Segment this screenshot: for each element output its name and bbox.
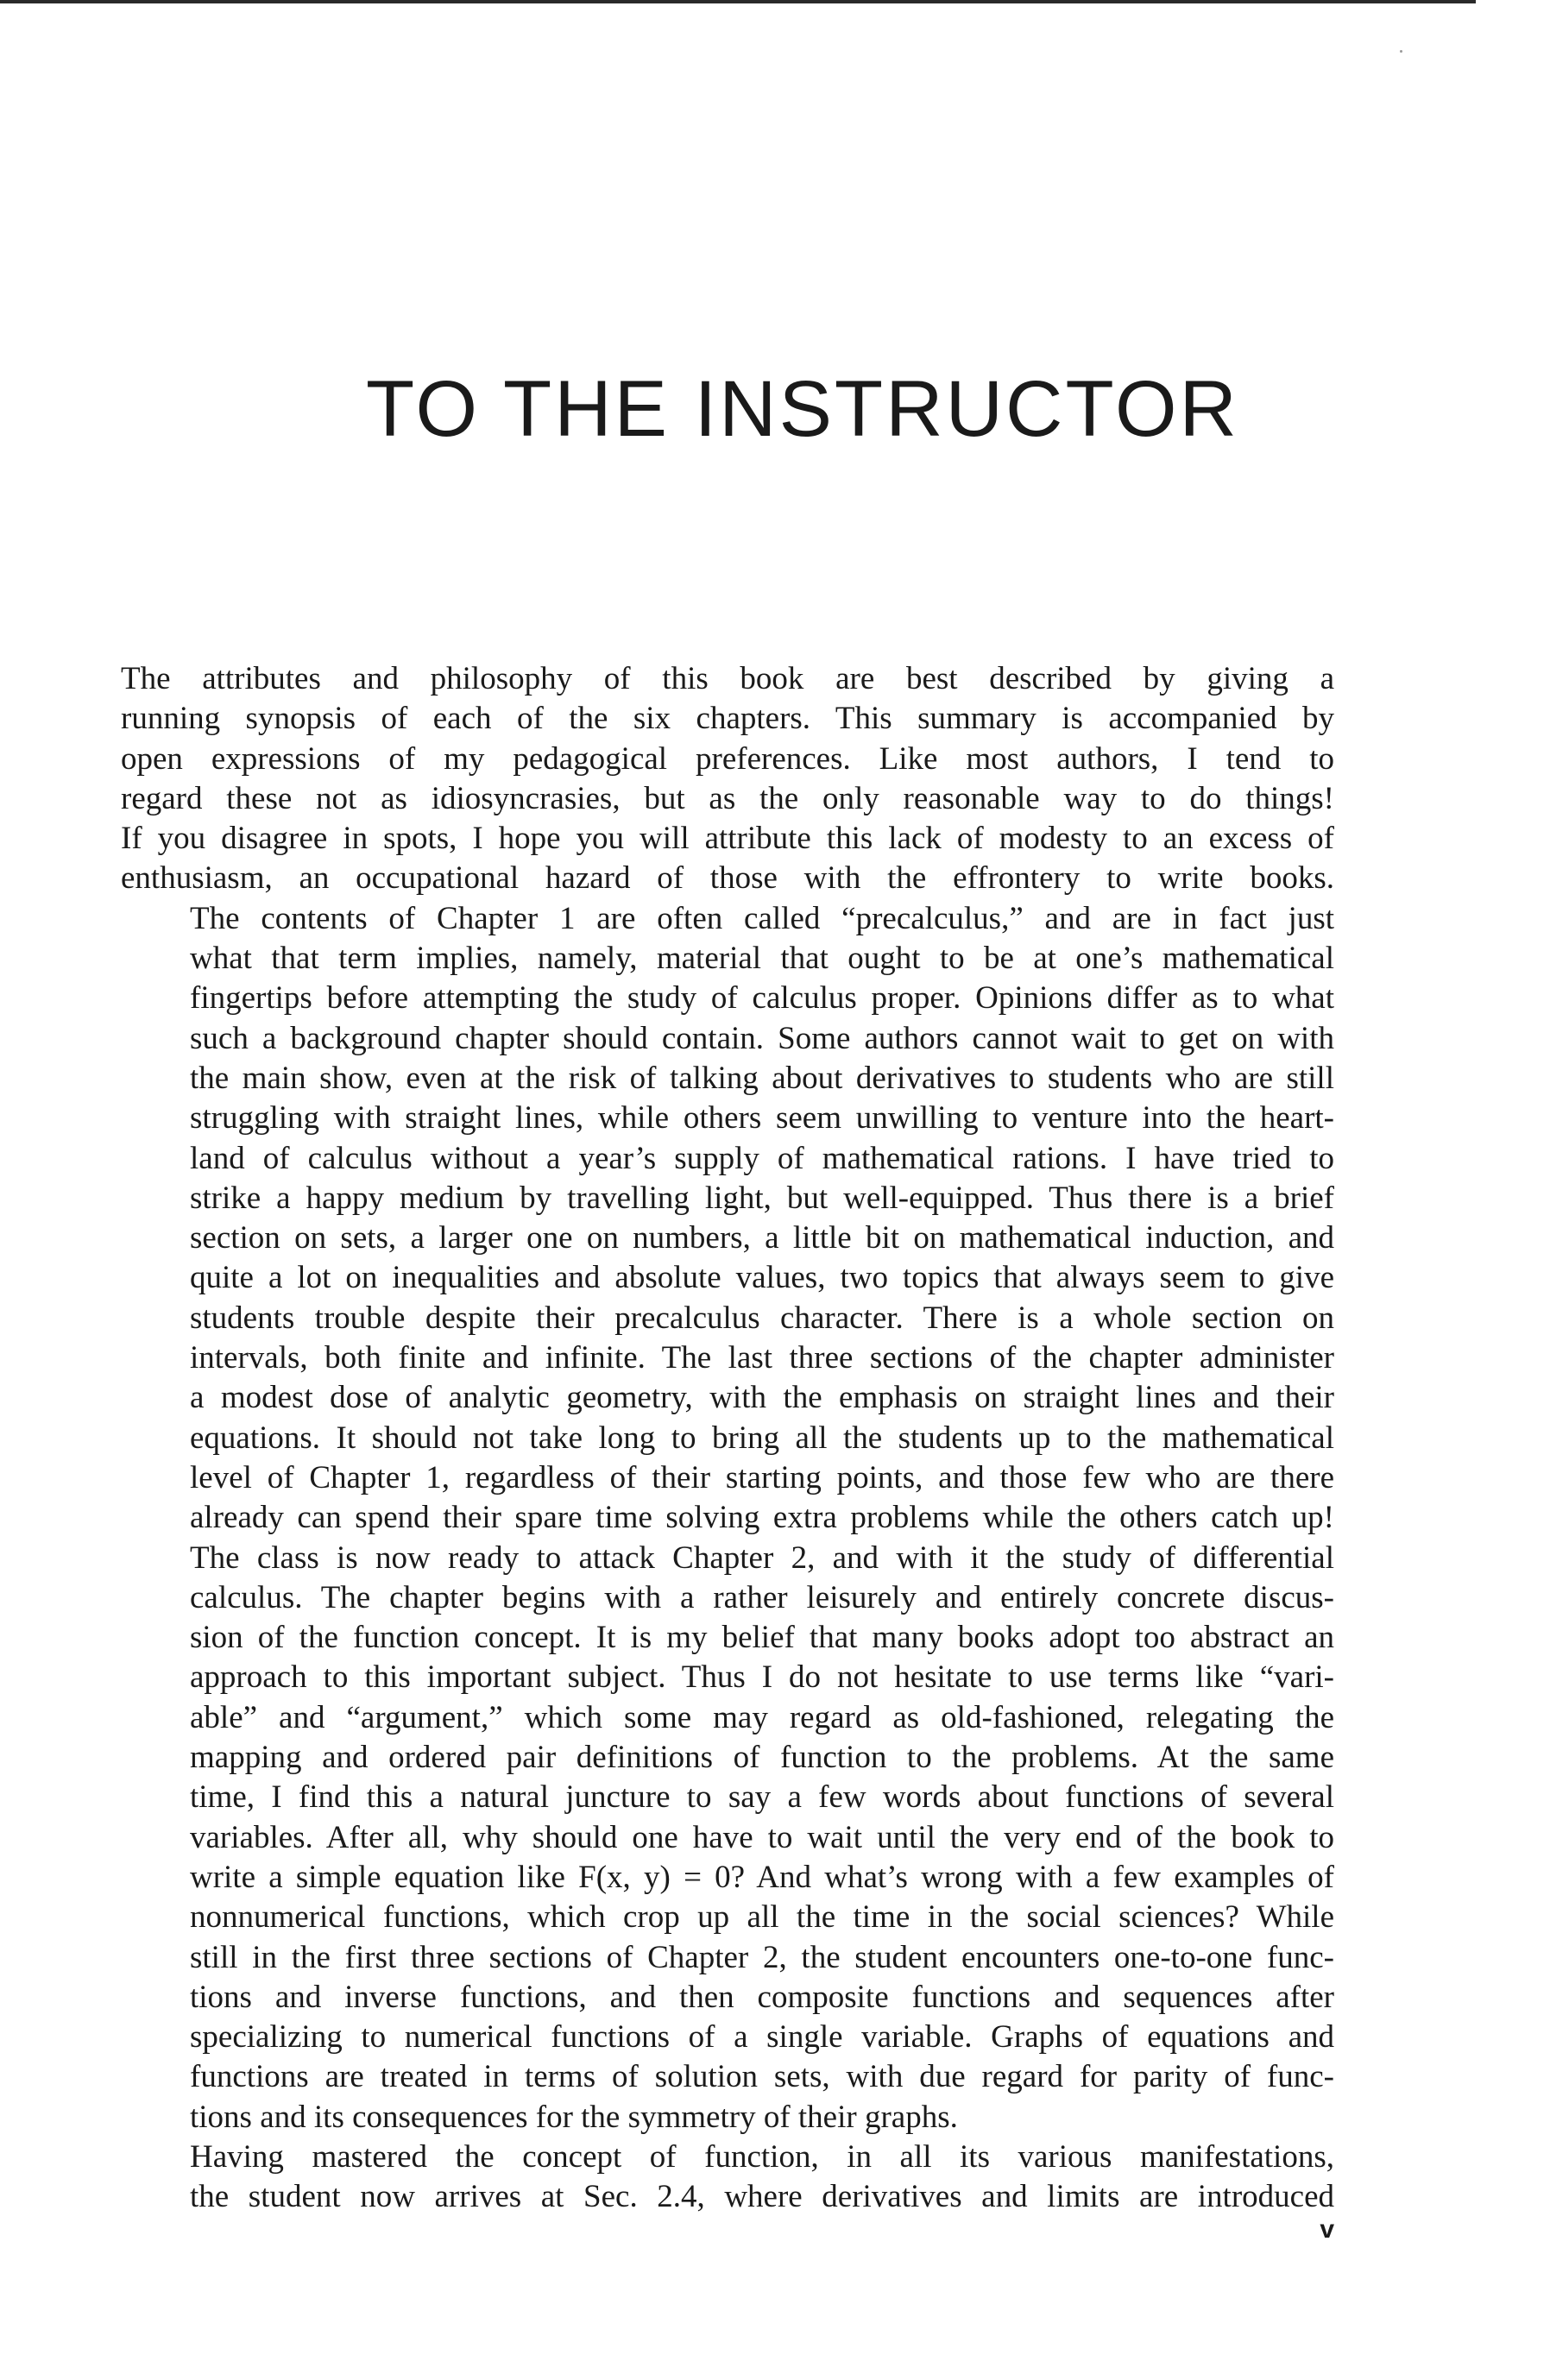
- text-line: variables. After all, why should one have to wait until the very end of the book to: [190, 1819, 1334, 1855]
- text-line: a modest dose of analytic geometry, with the emphasis on straight lines and their: [190, 1380, 1334, 1416]
- text-line: able” and “argument,” which some may regard as old-fashioned, relegating the: [190, 1699, 1334, 1735]
- text-line: sion of the function concept. It is my belief that many books adopt too abstract an: [190, 1620, 1334, 1656]
- text-line: fingertips before attempting the study of calculus proper. Opinions differ as to what: [190, 980, 1334, 1017]
- text-line: already can spend their spare time solving extra problems while the others catch up!: [190, 1500, 1334, 1536]
- paragraph-3: [121, 1539, 1334, 2138]
- text-line: the student now arrives at Sec. 2.4, where derivatives and limits are introduced: [190, 2179, 1334, 2215]
- text-line: strike a happy medium by travelling light, but well-equipped. Thus there is a brief: [190, 1180, 1334, 1216]
- text-line: Having mastered the concept of function, in all its various manifestations,: [190, 2138, 1334, 2175]
- text-line: mapping and ordered pair definitions of function to the problems. At the same: [190, 1740, 1334, 1776]
- text-line: specializing to numerical functions of a single variable. Graphs of equations and: [190, 2019, 1334, 2056]
- top-rule: [0, 0, 1476, 3]
- text-line: write a simple equation like F(x, y) = 0? And what’s wrong with a few examples of: [190, 1859, 1334, 1895]
- text-line: The contents of Chapter 1 are often called “precalculus,” and are in fact just: [190, 900, 1334, 936]
- text-line: such a background chapter should contain. Some authors cannot wait to get on with: [190, 1020, 1334, 1056]
- text-line: The class is now ready to attack Chapter 2, and with it the study of differential: [190, 1539, 1334, 1576]
- paragraph-1: [121, 659, 1334, 899]
- body-text: [121, 659, 1334, 2218]
- text-line: students trouble despite their precalculus character. There is a whole section on: [190, 1300, 1334, 1336]
- text-line: tions and its consequences for the symmetry of their graphs.: [190, 2099, 958, 2135]
- text-line: enthusiasm, an occupational hazard of those with the effrontery to write books.: [121, 860, 1334, 897]
- text-line: running synopsis of each of the six chapters. This summary is accompanied by: [121, 701, 1334, 737]
- text-line: struggling with straight lines, while others seem unwilling to venture into the heart-: [190, 1100, 1334, 1136]
- text-line: time, I find this a natural juncture to say a few words about functions of several: [190, 1779, 1334, 1816]
- paragraph-4: [121, 2138, 1334, 2218]
- text-line: land of calculus without a year’s supply of mathematical rations. I have tried to: [190, 1140, 1334, 1176]
- text-line: open expressions of my pedagogical preferences. Like most authors, I tend to: [121, 740, 1334, 777]
- text-line: equations. It should not take long to bring all the students up to the mathematical: [190, 1420, 1334, 1456]
- scan-speck: [1400, 50, 1402, 53]
- text-line: intervals, both finite and infinite. The last three sections of the chapter administer: [190, 1340, 1334, 1376]
- text-line: what that term implies, namely, material that ought to be at one’s mathematical: [190, 941, 1334, 977]
- text-line: tions and inverse functions, and then composite functions and sequences after: [190, 1979, 1334, 2015]
- text-line: regard these not as idiosyncrasies, but as the only reasonable way to do things!: [121, 780, 1334, 816]
- text-line: still in the first three sections of Chapter 2, the student encounters one-to-one func-: [190, 1939, 1334, 1975]
- text-line: If you disagree in spots, I hope you will attribute this lack of modesty to an excess of: [121, 821, 1334, 857]
- page-title: TO THE INSTRUCTOR: [366, 365, 1239, 453]
- text-line: quite a lot on inequalities and absolute values, two topics that always seem to give: [190, 1260, 1334, 1296]
- page-number: v: [1320, 2215, 1334, 2244]
- text-line: functions are treated in terms of solution sets, with due regard for parity of func-: [190, 2059, 1334, 2095]
- text-line: The attributes and philosophy of this book are best described by giving a: [121, 661, 1334, 696]
- text-line: level of Chapter 1, regardless of their starting points, and those few who are there: [190, 1459, 1334, 1495]
- paragraph-2: [121, 899, 1334, 1539]
- text-line: section on sets, a larger one on numbers, a little bit on mathematical induction, and: [190, 1220, 1334, 1256]
- text-line: approach to this important subject. Thus I do not hesitate to use terms like “vari-: [190, 1659, 1334, 1696]
- text-line: calculus. The chapter begins with a rather leisurely and entirely concrete discus-: [190, 1579, 1334, 1615]
- text-line: the main show, even at the risk of talking about derivatives to students who are still: [190, 1060, 1334, 1096]
- text-line: nonnumerical functions, which crop up all the time in the social sciences? While: [190, 1899, 1334, 1936]
